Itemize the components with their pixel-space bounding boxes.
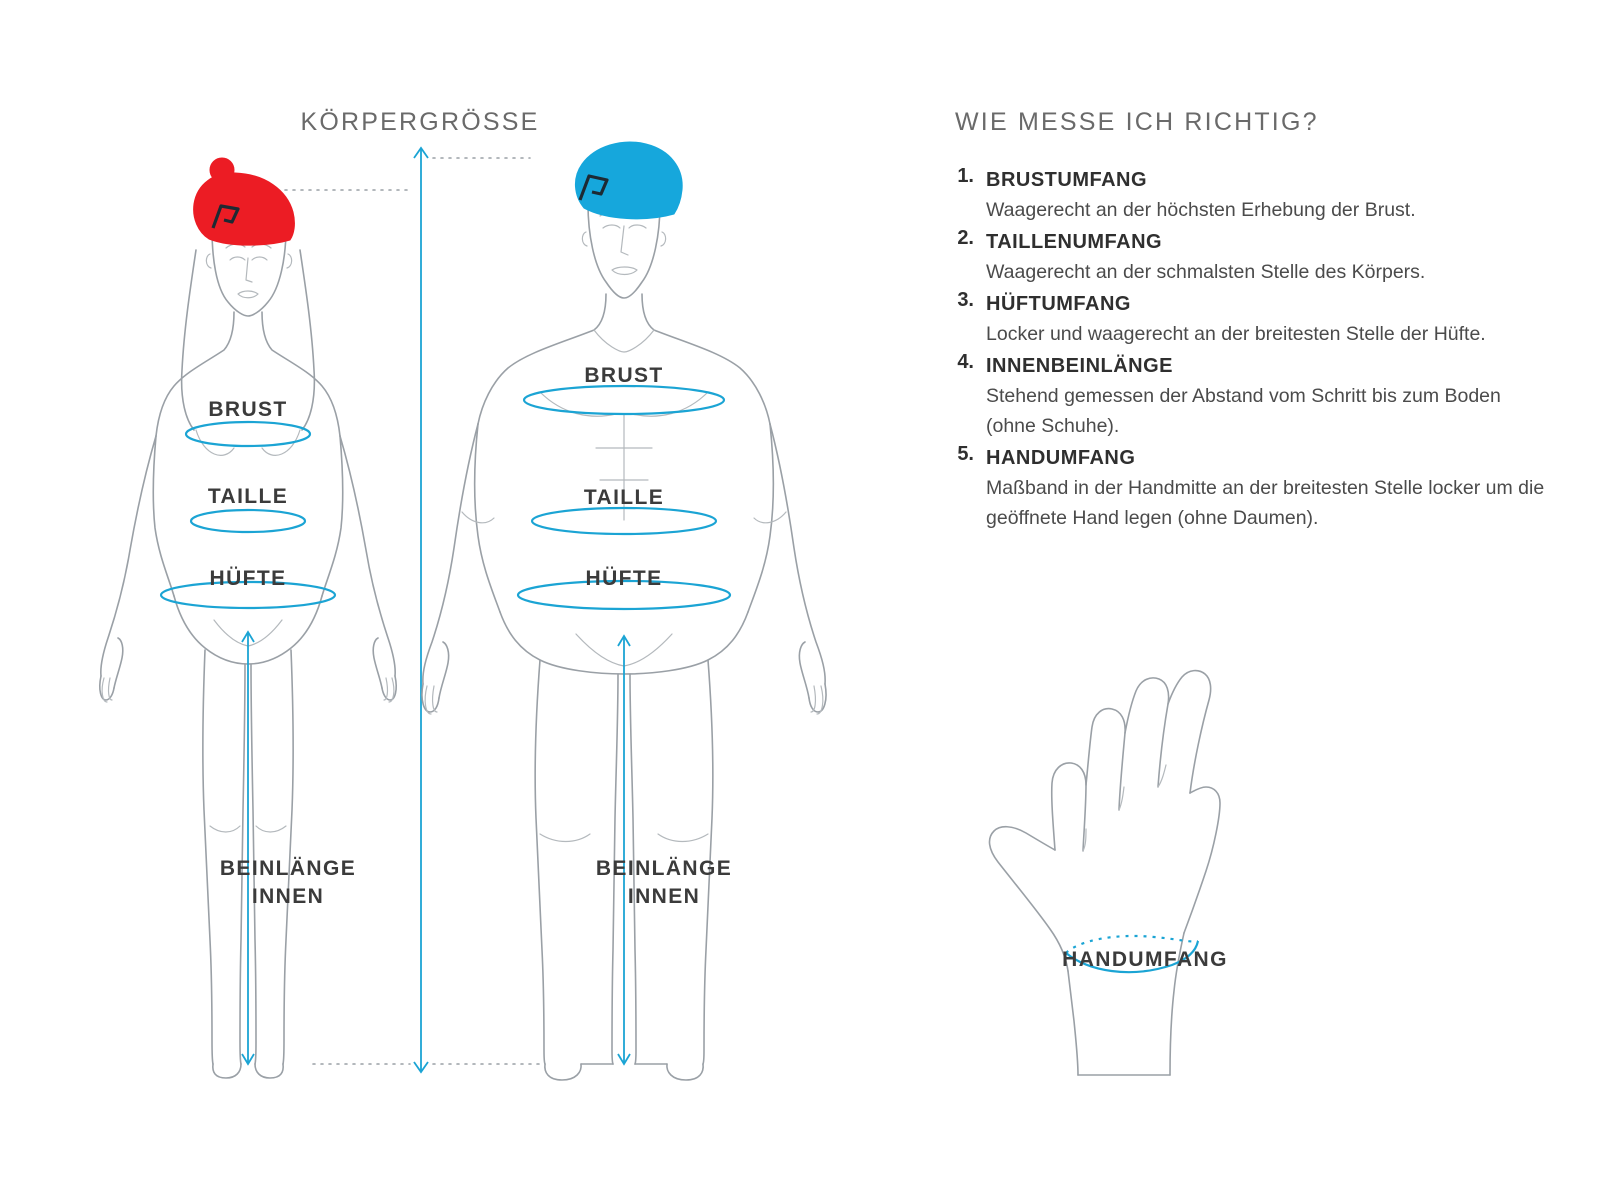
- female-waist-label: TAILLE: [207, 485, 289, 508]
- list-item-number: 1.: [957, 165, 974, 187]
- female-tape-measures: [161, 422, 335, 1064]
- list-item-title: HÜFTUMFANG: [986, 293, 1131, 315]
- list-item: [950, 351, 1550, 441]
- list-item: [950, 165, 1550, 225]
- male-hip-label: HÜFTE: [585, 567, 663, 590]
- hand-measure-label: HANDUMFANG: [1062, 948, 1228, 971]
- list-item-title: TAILLENUMFANG: [986, 231, 1163, 253]
- male-chest-label: BRUST: [584, 364, 664, 387]
- list-item-number: 3.: [957, 289, 974, 311]
- list-item: [950, 227, 1550, 287]
- male-inseam-label-line1: BEINLÄNGE: [595, 857, 733, 880]
- female-chest-label: BRUST: [208, 398, 288, 421]
- measure-instruction-list: [950, 165, 1550, 535]
- male-beanie: [575, 142, 682, 219]
- female-inseam-label-line2: INNEN: [251, 885, 325, 908]
- male-waist-label: TAILLE: [583, 486, 665, 509]
- how-to-measure-title: WIE MESSE ICH RICHTIG?: [955, 108, 1319, 136]
- female-waist-tape: [191, 510, 305, 532]
- list-item-description: Maßband in der Handmitte an der breitesten Stelle locker um die geöffnete Hand legen (ohne Daumen).: [986, 477, 1545, 529]
- how-to-measure-panel: [950, 0, 1600, 1200]
- height-reference-lines: [285, 148, 540, 1072]
- list-item-description: Stehend gemessen der Abstand vom Schritt bis zum Boden (ohne Schuhe).: [986, 385, 1501, 437]
- female-inseam-label-line1: BEINLÄNGE: [219, 857, 357, 880]
- koerpergroesse-title: KÖRPERGRÖSSE: [300, 108, 540, 136]
- list-item-description: Waagerecht an der höchsten Erhebung der Brust.: [986, 199, 1416, 221]
- list-item-title: HANDUMFANG: [986, 447, 1136, 469]
- list-item-description: Waagerecht an der schmalsten Stelle des Körpers.: [986, 261, 1426, 283]
- list-item-number: 5.: [957, 443, 974, 465]
- list-item-number: 4.: [957, 351, 974, 373]
- list-item: [950, 443, 1550, 533]
- female-chest-tape: [186, 422, 310, 446]
- male-chest-tape: [524, 386, 724, 414]
- list-item-title: BRUSTUMFANG: [986, 169, 1148, 191]
- female-hip-label: HÜFTE: [209, 567, 287, 590]
- list-item-number: 2.: [957, 227, 974, 249]
- list-item-description: Locker und waagerecht an der breitesten Stelle der Hüfte.: [986, 323, 1486, 345]
- male-inseam-label-line2: INNEN: [627, 885, 701, 908]
- list-item: [950, 289, 1550, 349]
- female-beanie: [194, 158, 295, 245]
- hand-illustration: [870, 665, 1290, 1125]
- list-item-title: INNENBEINLÄNGE: [986, 355, 1174, 377]
